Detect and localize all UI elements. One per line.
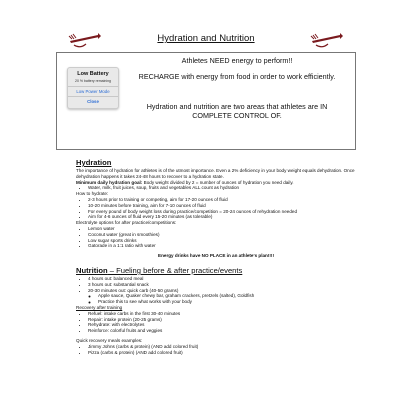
low-power-mode-option: Low Power Mode <box>76 89 110 94</box>
list-item: • Reinforce: colorful fruits and veggies <box>88 328 356 334</box>
list-item: • 2-3 hours prior to training or competing, aim for 17-20 ounces of fluid <box>88 197 356 203</box>
nutrition-heading-sub: – Fueling before & after practice/events <box>107 265 243 275</box>
list-item: ◦ Apple sauce, Quaker chewy bar, graham crackers, pretzels (salted), Goldfish <box>98 293 356 299</box>
list-item: • Coconut water (great in smoothies) <box>88 232 356 238</box>
hydration-paragraph: The importance of hydration for athletes is of the utmost importance. Even a 2% deficiency in your body weight equals dehydration. Once dehydration happens it takes 24-48 hours to recover to a hydration state. <box>76 168 355 179</box>
nutrition-heading <box>76 266 356 275</box>
list-item: • Refuel: intake carbs in the first 30-40 minutes <box>88 311 356 317</box>
document-title: Hydration and Nutrition <box>157 33 255 44</box>
list-item: • Pizza (carbs & protein) (AND add colored fruit) <box>88 350 356 356</box>
low-battery-image <box>67 67 119 109</box>
list-item: • Gatorade in a 1:1 ratio with water <box>88 243 356 249</box>
electrolyte-label: Electrolyte options for after practice/competitions: <box>76 220 177 226</box>
list-item: • 4 hours out: balanced meal <box>88 276 356 282</box>
list-item: • Aim for 4-6 ounces of fluid every 15-20 minutes (as tolerable) <box>88 214 356 220</box>
header-row <box>56 28 356 52</box>
daily-goal-text: Body weight divided by 2 = number of ounces of hydration you need daily. <box>143 179 294 185</box>
nutrition-heading-main: Nutrition <box>76 265 108 275</box>
close-option: Close <box>87 99 99 104</box>
list-item: • Water, milk, fruit juices, soup, fruits and vegetables ALL count as hydration <box>88 185 356 191</box>
battery-status-text: 20 % battery remaining <box>75 79 111 83</box>
before-event-list <box>76 276 356 293</box>
how-to-hydrate-label: How to hydrate: <box>76 191 109 197</box>
intro-line-3: Hydration and nutrition are two areas that athletes are IN COMPLETE CONTROL OF. <box>146 102 328 120</box>
list-item: ◦ Practice this to see what works with your body <box>98 299 356 305</box>
list-item: • 20-30 minutes out: quick carb (40-50 grams) <box>88 288 356 294</box>
energy-drink-note: Energy drinks have NO PLACE in an athlete's plan!!!! <box>158 253 274 259</box>
list-item: • Repair: intake protein (20-25 grams) <box>88 317 356 323</box>
daily-goal-label: Minimum daily hydration goal: <box>76 179 143 185</box>
list-item: • Rehydrate: with electrolytes <box>88 322 356 328</box>
list-item: • Low sugar sports drinks <box>88 238 356 244</box>
hydration-heading: Hydration <box>76 158 112 167</box>
electrolyte-list <box>76 226 356 249</box>
recovery-list <box>76 311 356 334</box>
alert-divider <box>68 96 118 97</box>
quick-carb-sublist <box>76 293 356 305</box>
intro-line-1: Athletes NEED energy to perform!! <box>181 56 293 65</box>
intro-line-2: RECHARGE with energy from food in order to work efficiently. <box>138 72 336 81</box>
how-to-hydrate-list <box>76 197 356 220</box>
recovery-label: Recovery after training <box>76 304 123 310</box>
team-logo-right <box>310 30 344 50</box>
list-item: • Jimmy Johns (carbs & protein) (AND add colored fruit) <box>88 344 356 350</box>
document-body <box>76 158 356 355</box>
list-item: • For every pound of body weight loss during practice/competition = 20-24 ounces of rehydration needed <box>88 209 356 215</box>
quick-meals-list <box>76 344 356 356</box>
list-item: • Lemon water <box>88 226 356 232</box>
intro-box <box>56 52 356 150</box>
list-item: • 10-20 minutes before training, aim for 7-10 ounces of fluid <box>88 203 356 209</box>
document-page <box>56 28 356 380</box>
list-item: • 3 hours out: substantial snack <box>88 282 356 288</box>
quick-meals-label: Quick recovery meals examples: <box>76 337 143 343</box>
alert-divider <box>68 86 118 87</box>
low-battery-heading: Low Battery <box>77 71 109 77</box>
